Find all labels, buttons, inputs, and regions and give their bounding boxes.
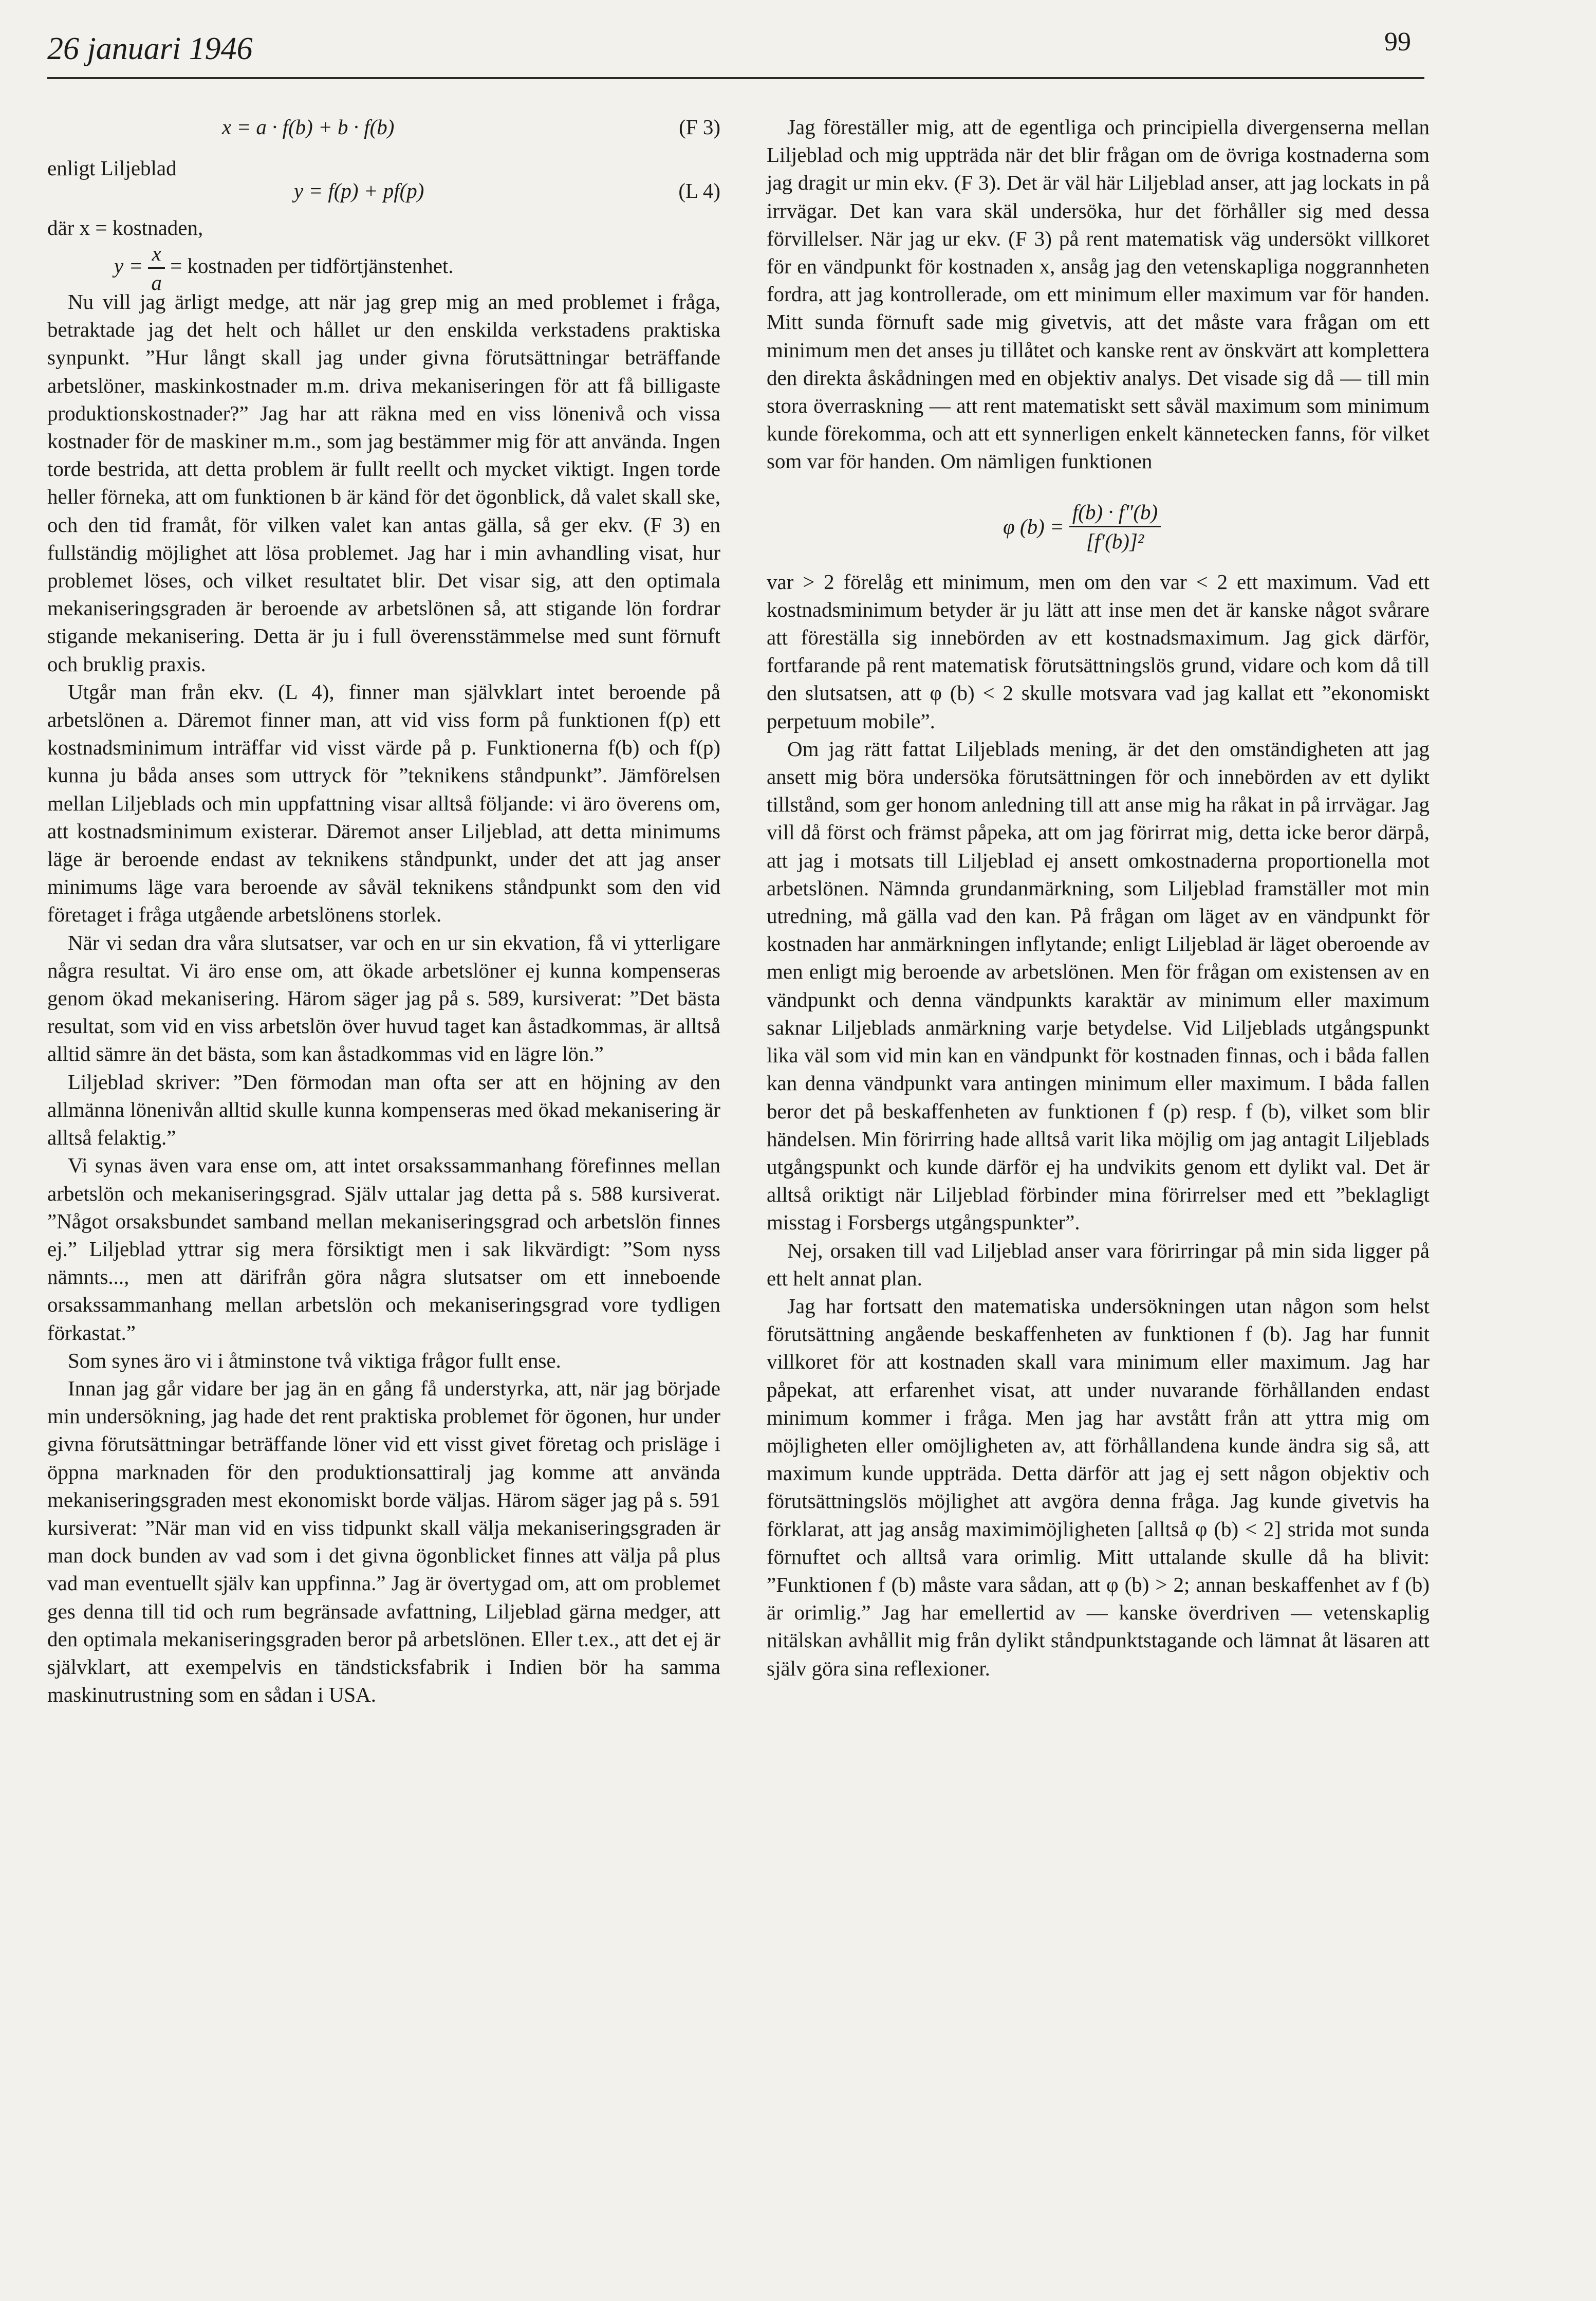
paragraph: Vi synas även vara ense om, att intet orsakssammanhang förefinnes mellan arbetslön och mekaniseringsgrad. Själv uttalar jag detta på s. 588 kursiverat. ”Något orsaksbundet samband mellan mekaniseringsgrad och arbetslön finnes ej.” Liljeblad yttrar sig mera försiktigt men i sak likvärdigt: ”Som nyss nämnts..., men att därifrån göra några slutsatser om ett inneboende orsakssammanhang mellan arbetslön och mekaniseringsgrad vore tydligen förkastat.” <box>47 1153 720 1345</box>
definition-y-rhs: = kostnaden per tidförtjänstenhet. <box>170 254 454 278</box>
definition-y-fraction <box>148 240 165 297</box>
paragraph: var > 2 förelåg ett minimum, men om den var < 2 ett maximum. Vad ett kostnadsminimum betyder är ju lätt att inse men det är kanske något svårare att föreställa sig innebörden av ett kostnadsmaximum. Jag gick därför, fortfarande på rent matematisk förutsättningslös grund, vidare och kom då till den slutsatsen, att φ (b) < 2 skulle motsvara vad jag kallat ett ”ekonomiskt perpetuum mobile”. <box>767 569 1430 733</box>
header-date: 26 januari 1946 <box>47 31 253 66</box>
phi-formula <box>767 491 1430 558</box>
right-column <box>767 113 1430 1682</box>
left-column <box>47 113 720 1708</box>
paragraph: Jag föreställer mig, att de egentliga och principiella divergenserna mellan Liljeblad och mig uppträda när det blir frågan om de övriga kostnaderna som jag dragit ur min ekv. (F 3). Det är väl här Liljeblad anser, att jag lockats in på irrvägar. Det kan vara skäl undersöka, hur det förhåller sig med dessa förvillelser. När jag ur ekv. (F 3) på rent matematisk väg undersökt villkoret för en vändpunkt för kostnaden x, ansåg jag den vetenskapliga noggrannheten fordra, att jag kontrollerade, om ett minimum eller maximum var för handen. Mitt sunda förnuft sade mig givetvis, att det måste vara frågan om ett minimum men det anses ju tillåtet och kanske rent av önskvärt att komplettera den direkta åskådningen med en objektiv analys. Det visade sig då — till min stora överraskning — att rent matematiskt sett såväl maximum som minimum kunde förekomma, och att ett synnerligen enkelt kännetecken fanns, för vilket som var för handen. Om nämligen funktionen <box>767 115 1430 473</box>
equation-block <box>47 113 720 295</box>
phi-formula-numerator: f(b) · f″(b) <box>1069 498 1161 527</box>
page-number: 99 <box>1384 27 1411 57</box>
equation-l4: y = f(p) + pf(p) <box>294 179 424 203</box>
definition-y-denominator: a <box>151 271 162 295</box>
phi-formula-fraction <box>1069 498 1161 555</box>
paragraph: Som synes äro vi i åtminstone två viktiga frågor fullt ense. <box>68 1348 561 1372</box>
definition-y-lhs: y = <box>114 254 143 278</box>
definition-x: där x = kostnaden, <box>47 216 203 240</box>
paragraph: Nu vill jag ärligt medge, att när jag grep mig an med problemet i fråga, betraktade jag det helt och hållet ur den enskilda verkstadens praktiska synpunkt. ”Hur långt skall jag under givna förutsättningar beträffande arbetslöner, maskinkostnader m.m. driva mekaniseringen för att få billigaste produktionskostnader?” Jag har att räkna med en viss lönenivå och vissa kostnader för de maskiner m.m., som jag bestämmer mig för att använda. Ingen torde bestrida, att detta problem är fullt reellt och mycket viktigt. Ingen torde heller förneka, att om funktionen b är känd för det ögonblick, då valet skall ske, och den tid framåt, för vilken valet kan antas gälla, så ger ekv. (F 3) en fullständig möjlighet att lösa problemet. Jag har i min avhandling visat, hur problemet löses, och vilket resultatet blir. Det visar sig, att den optimala mekaniseringsgraden är beroende av arbetslönen så, att stigande lön fordrar stigande mekanisering. Detta är ju i full överensstämmelse med sunt förnuft och bruklig praxis. <box>47 290 720 676</box>
phi-formula-denominator: [f′(b)]² <box>1086 529 1144 553</box>
definition-y-numerator: x <box>148 240 165 269</box>
phi-formula-lhs: φ (b) = <box>1003 514 1064 539</box>
paragraph: Liljeblad skriver: ”Den förmodan man ofta ser att en höjning av den allmänna lönenivån alltid skulle kunna kompenseras med ökad mekanisering är alltså felaktig.” <box>47 1070 720 1150</box>
paragraph: Jag har fortsatt den matematiska undersökningen utan någon som helst förutsättning angående beskaffenheten av funktionen f (b). Jag har funnit villkoret för att kostnaden skall vara minimum eller maximum. Jag har påpekat, att erfarenhet visat, att under nuvarande förhållanden endast minimum kommer i fråga. Men jag har avstått från att yttra mig om möjligheten eller omöjligheten av, att förhållandena kunde ändra sig så, att maximum kunde uppträda. Detta därför att jag ej sett någon objektiv och förutsättningslös möjlighet att avgöra denna fråga. Jag kunde givetvis ha förklarat, att jag ansåg maximimöjligheten [alltså φ (b) < 2] strida mot sunda förnuftet och alltså vara orimlig. Mitt uttalande skulle då ha blivit: ”Funktionen f (b) måste vara sådan, att φ (b) > 2; annan beskaffenhet av f (b) är orimlig.” Jag har emellertid av — kanske överdriven — vetenskaplig nitälskan avhållit mig från dylikt ståndpunktstagande och lämnat åt läsaren att själv göra sina reflexioner. <box>767 1294 1430 1680</box>
header-rule <box>47 77 1424 79</box>
equation-tag-l4: (L 4) <box>678 179 720 203</box>
definition-y <box>114 240 454 297</box>
paragraph: När vi sedan dra våra slutsatser, var och en ur sin ekvation, få vi ytterligare några resultat. Vi äro ense om, att ökade arbetslöner ej kunna kompenseras genom ökad mekanisering. Härom säger jag på s. 589, kursiverat: ”Det bästa resultat, som vid en viss arbetslön över huvud taget kan åstadkommas, är alltså alltid sämre än det bästa, som kan åstadkommas vid en lägre lön.” <box>47 930 720 1066</box>
paragraph: Om jag rätt fattat Liljeblads mening, är det den omständigheten att jag ansett mig böra undersöka förutsättningen för och innebörden av ett dylikt tillstånd, som ger honom anledning till att anse mig ha råkat in på irrvägar. Jag vill då först och främst påpeka, att om jag förirrat mig, detta icke beror därpå, att jag i motsats till Liljeblad ej ansett omkostnaderna proportionella mot arbetslönen. Nämnda grundanmärkning, som Liljeblad framställer mot min utredning, må gälla vad den kan. På frågan om läget av en vändpunkt för kostnaden har anmärkningen inflytande; enligt Liljeblad är läget oberoende av men enligt mig beroende av arbetslönen. Men för frågan om existensen av en vändpunkt och denna vändpunkts karaktär av minimum eller maximum saknar Liljeblads anmärkning varje betydelse. Vid Liljeblads utgångspunkt lika väl som vid min kan en vändpunkt för kostnaden finnas, och i båda fallen kan denna vändpunkt vara antingen minimum eller maximum. I båda fallen beror det på beskaffenheten av funktionen f (p) resp. f (b), vilket som blir händelsen. Min förirring hade alltså varit lika möjlig om jag antagit Liljeblads utgångspunkt och kunde därför ej ha undvikits genom ett dylikt val. Det är alltså oriktigt när Liljeblad förbinder mina förirrelser med ett ”beklagligt misstag i Forsbergs utgångspunkter”. <box>767 737 1430 1235</box>
paragraph: Innan jag går vidare ber jag än en gång få understyrka, att, när jag började min undersökning, jag hade det rent praktiska problemet för ögonen, hur under givna förutsättningar beträffande löner vid ett visst givet företag och prisläge i öppna marknaden för den produktionsattiralj jag komme att använda mekaniseringsgraden mest ekonomiskt borde väljas. Härom säger jag på s. 591 kursiverat: ”När man vid en viss tidpunkt skall välja mekaniseringsgraden är man dock bunden av vad som i det givna ögonblicket finnes att välja på plus vad man eventuellt själv kan uppfinna.” Jag är övertygad om, att om problemet ges denna till tid och rum begränsade avfattning, Liljeblad gärna medger, att den optimala mekaniseringsgraden beror på arbetslönen. Eller t.ex., att det ej är självklart, att exempelvis en tändsticksfabrik i Indien bör ha samma maskinutrustning som en sådan i USA. <box>47 1376 720 1707</box>
equation-intro: enligt Liljeblad <box>47 156 177 180</box>
equation-f3: x = a · f(b) + b · f(b) <box>222 115 395 139</box>
equation-tag-f3: (F 3) <box>679 115 720 139</box>
paragraph: Utgår man från ekv. (L 4), finner man självklart intet beroende på arbetslönen a. Däremot finner man, att vid viss form på funktionen f(p) ett kostnadsminimum inträffar vid visst värde på p. Funktionerna f(b) och f(p) kunna ju båda anses som uttryck för ”teknikens ståndpunkt”. Jämförelsen mellan Liljeblads och min uppfattning visar alltså följande: vi äro överens om, att kostnadsminimum existerar. Däremot anser Liljeblad, att detta minimums läge är beroende endast av teknikens ståndpunkt, under det att jag anser minimums läge vara beroende av såväl teknikens ståndpunkt som den vid företaget i fråga utgående arbetslönens storlek. <box>47 679 720 927</box>
paragraph: Nej, orsaken till vad Liljeblad anser vara förirringar på min sida ligger på ett helt annat plan. <box>767 1238 1430 1290</box>
